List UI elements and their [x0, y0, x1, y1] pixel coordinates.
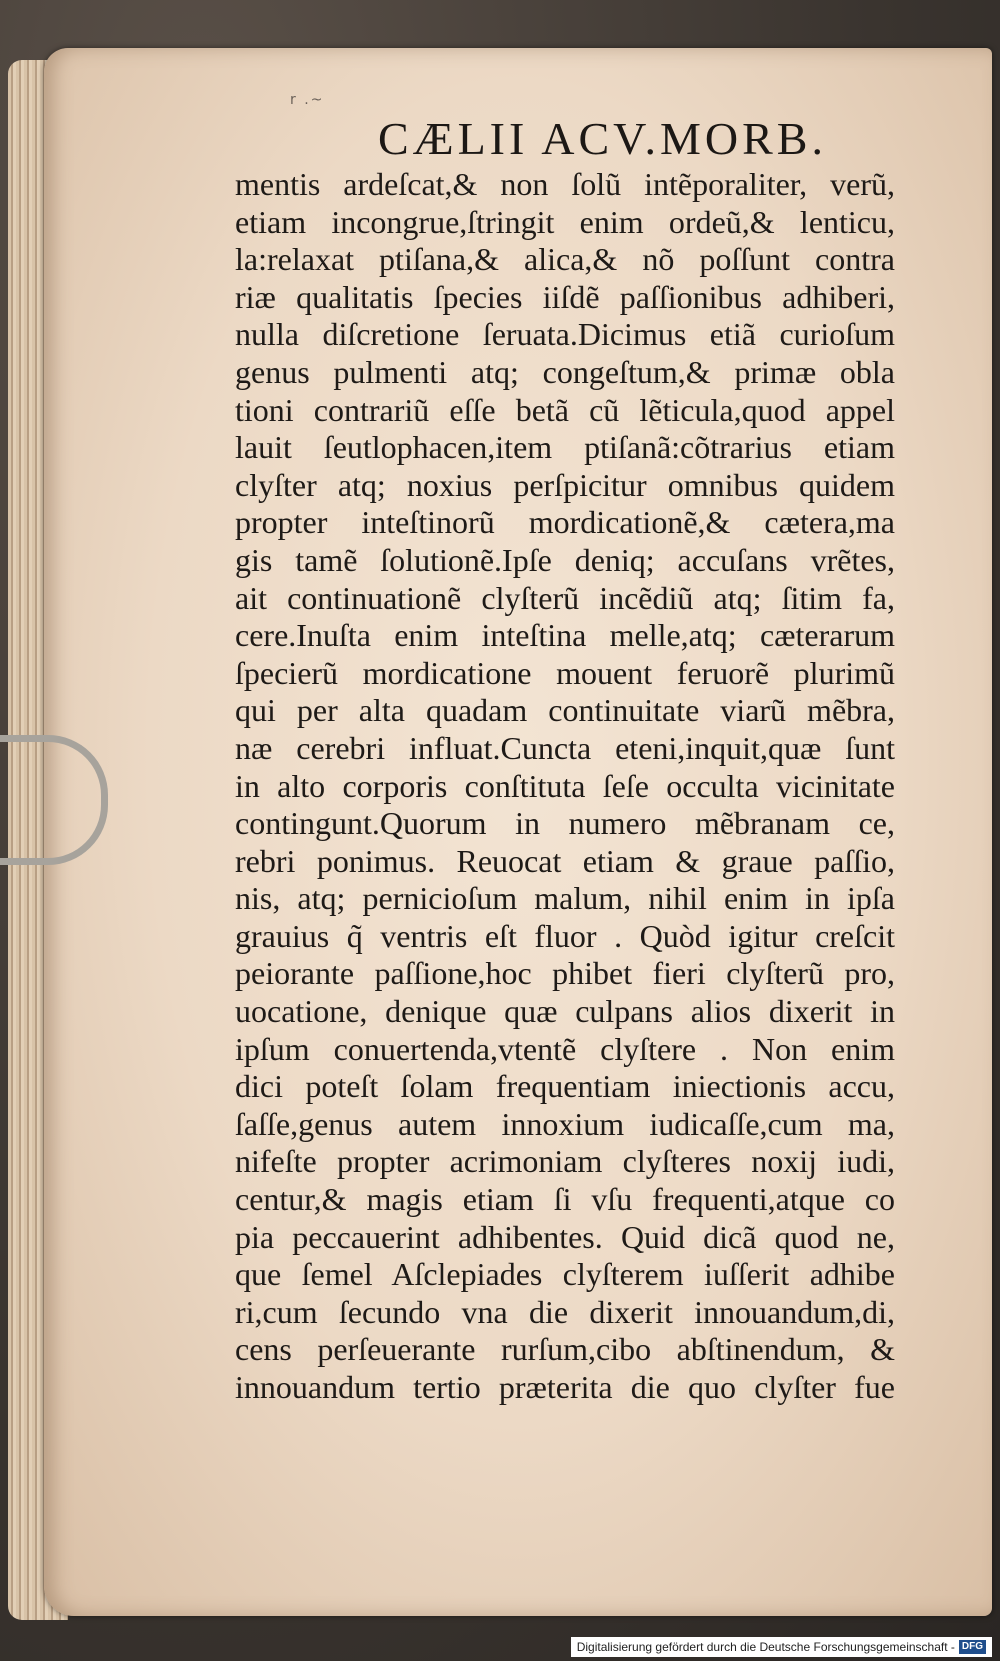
text-line: pia peccauerint adhibentes. Quid dicã quod ne,: [235, 1218, 895, 1255]
text-line: mentis ardeſcat,& non ſolũ intẽporaliter, verũ,: [235, 166, 895, 202]
text-line: nifeſte propter acrimoniam clyſteres noxij iudi,: [235, 1143, 895, 1180]
pencil-mark: r .~: [290, 92, 325, 108]
text-line: peiorante paſſione,hoc phibet fieri clyſterũ pro,: [235, 955, 895, 992]
text-line: nulla diſcretione ſeruata.Dicimus etiã curioſum: [235, 316, 895, 353]
text-line: nis, atq; pernicioſum malum, nihil enim in ipſa: [235, 880, 895, 917]
text-line: propter inteſtinorũ mordicationẽ,& cætera,ma: [235, 504, 895, 541]
text-line: innouandum tertio præterita die quo clyſter fue: [235, 1369, 895, 1405]
digitization-footer: [571, 1637, 992, 1657]
text-line: clyſter atq; noxius perſpicitur omnibus quidem: [235, 466, 895, 503]
text-line: etiam incongrue,ſtringit enim ordeũ,& lenticu,: [235, 203, 895, 240]
text-line: ſpecierũ mordicatione mouent feruorẽ plurimũ: [235, 654, 895, 691]
text-line: qui per alta quadam continuitate viarũ mẽbra,: [235, 692, 895, 729]
text-line: contingunt.Quorum in numero mẽbranam ce,: [235, 805, 895, 842]
text-line: ri,cum ſecundo vna die dixerit innouandum,di,: [235, 1293, 895, 1330]
text-line: lauit ſeutlophacen,item ptiſanã:cõtrarius etiam: [235, 429, 895, 466]
paper-clip: [0, 735, 108, 865]
text-line: grauius q̃ ventris eſt fluor . Quòd igitur creſcit: [235, 917, 895, 954]
text-block: [235, 166, 895, 1407]
text-line: la:relaxat ptiſana,& alica,& nõ poſſunt contra: [235, 241, 895, 278]
footer-text: Digitalisierung gefördert durch die Deutsche Forschungsgemeinschaft -: [576, 1640, 955, 1654]
text-line: uocatione, denique quæ culpans alios dixerit in: [235, 993, 895, 1030]
dfg-logo: DFG: [959, 1640, 986, 1654]
text-line: centur,& magis etiam ſi vſu frequenti,atque co: [235, 1181, 895, 1218]
text-line: ipſum conuertenda,vtentẽ clyſtere . Non enim: [235, 1030, 895, 1067]
text-line: genus pulmenti atq; congeſtum,& primæ obla: [235, 353, 895, 390]
text-line: in alto corporis conſtituta ſeſe occulta vicinitate: [235, 767, 895, 804]
text-line: næ cerebri influat.Cuncta eteni,inquit,quæ ſunt: [235, 729, 895, 766]
running-head: CÆLII ACV.MORB.: [378, 113, 827, 164]
text-line: ait continuationẽ clyſterũ incẽdiũ atq; ſitim fa,: [235, 579, 895, 616]
text-line: ſaſſe,genus autem innoxium iudicaſſe,cum ma,: [235, 1105, 895, 1142]
text-line: rebri ponimus. Reuocat etiam & graue paſſio,: [235, 842, 895, 879]
text-line: dici poteſt ſolam frequentiam iniectionis accu,: [235, 1068, 895, 1105]
text-line: que ſemel Aſclepiades clyſterem iuſſerit adhibe: [235, 1256, 895, 1293]
text-line: tioni contrariũ eſſe betã cũ lẽticula,quod appel: [235, 391, 895, 428]
text-line: gis tamẽ ſolutionẽ.Ipſe deniq; accuſans vrẽtes,: [235, 541, 895, 578]
text-line: riæ qualitatis ſpecies iiſdẽ paſſionibus adhiberi,: [235, 278, 895, 315]
text-line: cere.Inuſta enim inteſtina melle,atq; cæterarum: [235, 617, 895, 654]
text-line: cens perſeuerante rurſum,cibo abſtinendum, &: [235, 1331, 895, 1368]
